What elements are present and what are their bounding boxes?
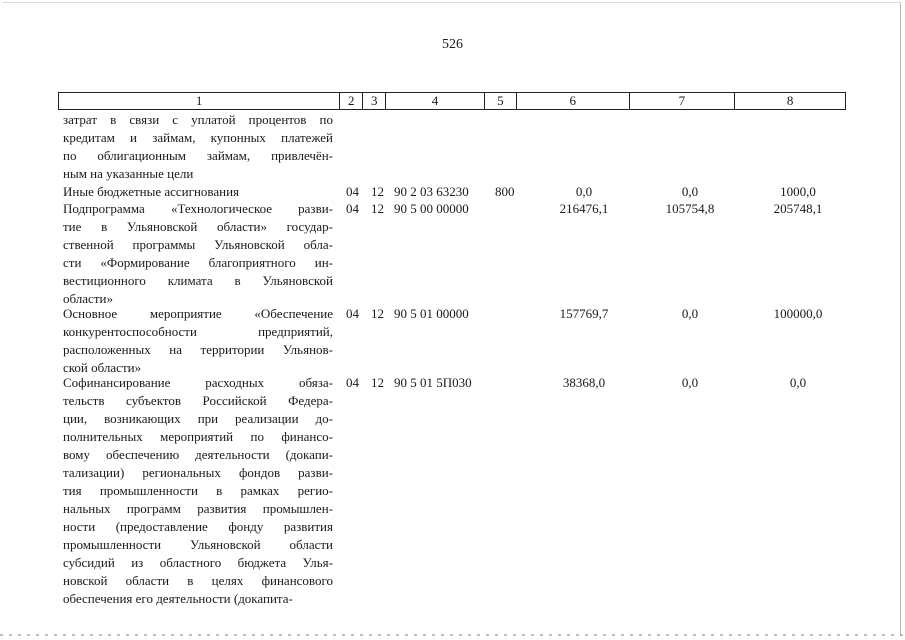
- cell-expense-type: 800: [495, 184, 515, 199]
- description-line: тие в Ульяновской области» государ-: [63, 219, 333, 234]
- description-line: ской области»: [63, 360, 142, 375]
- page-number: 526: [442, 37, 463, 52]
- cell-section: 04: [346, 201, 359, 216]
- header-col-7: 7: [629, 93, 735, 109]
- cell-subsection: 12: [371, 184, 384, 199]
- description-line: новской области в целях финансового: [63, 573, 333, 588]
- table-header: [58, 92, 846, 110]
- cell-subsection: 12: [371, 306, 384, 321]
- description-line: ции, возникающих при реализации до-: [63, 411, 333, 426]
- cell-section: 04: [346, 306, 359, 321]
- scan-edge-artifact: [0, 634, 905, 636]
- header-col-1: 1: [195, 93, 203, 108]
- description-line: субсидий из областного бюджета Улья-: [63, 555, 333, 570]
- cell-amount-7: 0,0: [681, 184, 699, 199]
- cell-target-code: 90 2 03 63230: [394, 184, 469, 199]
- cell-amount-8: 1000,0: [780, 184, 816, 199]
- row-description: [63, 305, 333, 377]
- cell-subsection: 12: [371, 375, 384, 390]
- cell-amount-6: 157769,7: [559, 306, 609, 321]
- cell-amount-8: 205748,1: [773, 201, 823, 216]
- description-line: промышленности Ульяновской области: [63, 537, 333, 552]
- header-col-2: 2: [339, 93, 362, 109]
- description-line: полнительных мероприятий по финансо-: [63, 429, 333, 444]
- cell-amount-6: 216476,1: [559, 201, 609, 216]
- cell-target-code: 90 5 00 00000: [394, 201, 469, 216]
- row-description: [63, 374, 333, 608]
- description-line: тия промышленности в рамках регио-: [63, 483, 333, 498]
- description-line: Основное мероприятие «Обеспечение: [63, 306, 333, 321]
- header-col-3: 3: [362, 93, 385, 109]
- description-line: конкурентоспособности предприятий,: [63, 324, 333, 339]
- cell-section: 04: [346, 375, 359, 390]
- description-line: нальных программ развития промышлен-: [63, 501, 333, 516]
- description-line: ным на указанные цели: [63, 166, 194, 181]
- cell-amount-6: 38368,0: [562, 375, 606, 390]
- description-line: вому обеспечению деятельности (докапи-: [63, 447, 333, 462]
- description-line: Иные бюджетные ассигнования: [63, 184, 240, 199]
- cell-amount-7: 105754,8: [665, 201, 715, 216]
- description-line: области»: [63, 291, 113, 306]
- cell-subsection: 12: [371, 201, 384, 216]
- header-col-4: 4: [385, 93, 484, 109]
- cell-amount-7: 0,0: [681, 375, 699, 390]
- description-line: по облигационным займам, привлечён-: [63, 148, 333, 163]
- row-description: [63, 200, 333, 308]
- header-col-6: 6: [516, 93, 629, 109]
- header-col-8: 8: [734, 93, 845, 109]
- cell-amount-6: 0,0: [575, 184, 593, 199]
- cell-amount-8: 100000,0: [773, 306, 823, 321]
- description-line: ственной программы Ульяновской обла-: [63, 237, 333, 252]
- row-description: [63, 111, 333, 183]
- cell-section: 04: [346, 184, 359, 199]
- description-line: вестиционного климата в Ульяновской: [63, 273, 333, 288]
- cell-target-code: 90 5 01 00000: [394, 306, 469, 321]
- description-line: кредитам и займам, купонных платежей: [63, 130, 333, 145]
- description-line: обеспечения его деятельности (докапита-: [63, 591, 293, 606]
- description-line: тельств субъектов Российской Федера-: [63, 393, 333, 408]
- cell-amount-7: 0,0: [681, 306, 699, 321]
- cell-amount-8: 0,0: [789, 375, 807, 390]
- description-line: ности (предоставление фонду развития: [63, 519, 333, 534]
- description-line: тализации) региональных фондов разви-: [63, 465, 333, 480]
- description-line: сти «Формирование благоприятного ин-: [63, 255, 333, 270]
- row-description: [63, 183, 333, 201]
- cell-target-code: 90 5 01 5П030: [394, 375, 472, 390]
- description-line: Подпрограмма «Технологическое разви-: [63, 201, 333, 216]
- header-col-5: 5: [484, 93, 516, 109]
- description-line: расположенных на территории Ульянов-: [63, 342, 333, 357]
- description-line: Софинансирование расходных обяза-: [63, 375, 333, 390]
- description-line: затрат в связи с уплатой процентов по: [63, 112, 333, 127]
